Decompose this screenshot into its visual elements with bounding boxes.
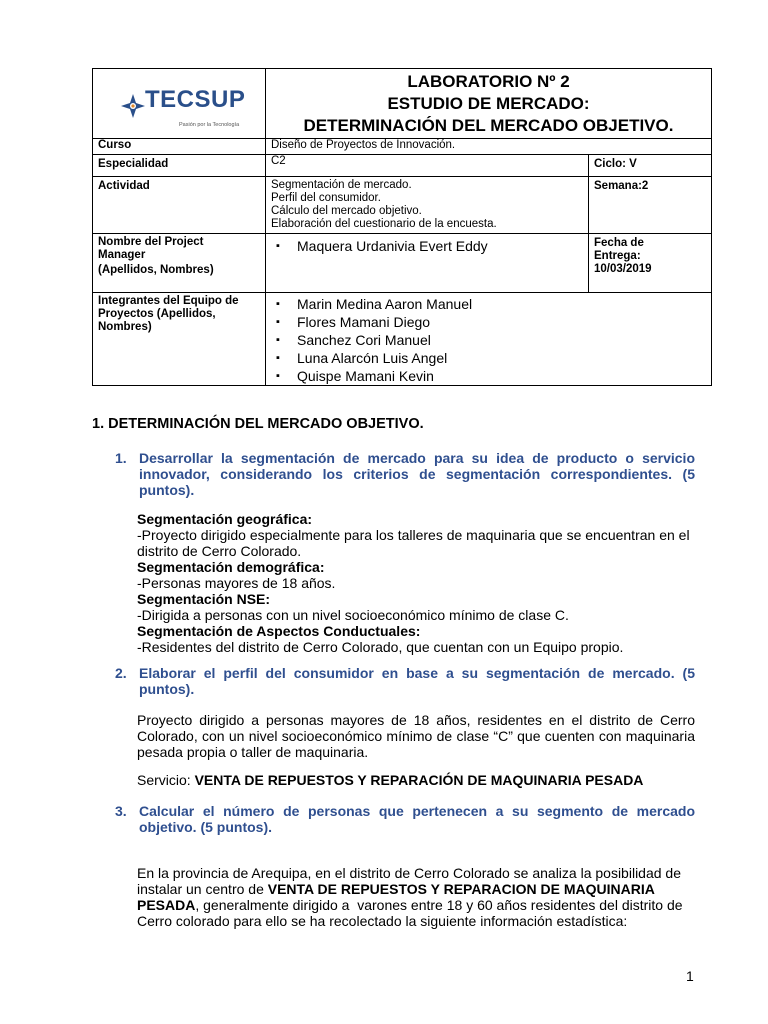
seg-nse-title: Segmentación NSE: <box>137 591 271 607</box>
semana-value: Semana:2 <box>589 177 712 234</box>
q3-paragraph <box>137 865 697 929</box>
q2-body-line: Proyecto dirigido a personas mayores de 18 años, residentes en el distrito de Cerro <box>137 712 695 728</box>
q3-text <box>139 803 695 835</box>
q1-line: Desarrollar la segmentación de mercado para su idea de producto o servicio <box>139 450 695 466</box>
q3-p-line2-b: VENTA DE REPUESTOS Y REPARACION DE MAQUINARIA <box>267 881 655 897</box>
title-cell <box>266 69 712 139</box>
q3-line: Calcular el número de personas que pertenecen a su segmento de mercado <box>139 803 695 819</box>
q2-line: Elaborar el perfil del consumidor en base a su segmentación de mercado. (5 <box>139 665 695 681</box>
pm-name: ▪ Maquera Urdanivia Evert Eddy <box>297 237 583 255</box>
seg-asp-text: -Residentes del distrito de Cerro Colorado, que cuentan con un Equipo propio. <box>137 639 624 655</box>
title-line-1: LABORATORIO Nº 2 <box>407 71 570 91</box>
seg-geo-line: distrito de Cerro Colorado. <box>137 543 302 559</box>
actividad-item: Elaboración del cuestionario de la encuesta. <box>271 218 497 230</box>
q3-p-line2-a: instalar un centro de <box>137 881 268 897</box>
title-line-2: ESTUDIO DE MERCADO: <box>387 93 590 113</box>
pm-label-line: (Apellidos, Nombres) <box>98 264 214 276</box>
team-member: ▪ Marin Medina Aaron Manuel <box>297 295 706 313</box>
actividad-item: Segmentación de mercado. <box>271 179 412 191</box>
page-number: 1 <box>686 968 694 984</box>
logo-tagline: Pasión por la Tecnología <box>179 121 240 128</box>
section-title: 1. DETERMINACIÓN DEL MERCADO OBJETIVO. <box>92 416 424 432</box>
team-label-line: Integrantes del Equipo de <box>98 295 239 307</box>
servicio-line <box>137 772 643 788</box>
logo-text: TECSUP <box>145 85 246 113</box>
q3-p-line3-b: , generalmente dirigido a varones entre 18 y 60 años residentes del distrito de <box>195 897 683 913</box>
fecha-value: 10/03/2019 <box>594 263 652 275</box>
q3-line: objetivo. (5 puntos). <box>139 819 272 835</box>
servicio-label: Servicio: <box>137 772 195 788</box>
q3-number: 3. <box>115 803 127 819</box>
fecha-cell <box>589 234 712 293</box>
curso-value: Diseño de Proyectos de Innovación. <box>266 139 712 155</box>
tecsup-star-icon <box>120 93 146 119</box>
team-label-line: Proyectos (Apellidos, <box>98 308 216 320</box>
actividad-item: Cálculo del mercado objetivo. <box>271 205 422 217</box>
q2-line: puntos). <box>139 681 195 697</box>
fecha-label-line: Entrega: <box>594 250 641 262</box>
seg-geo-line: -Proyecto dirigido especialmente para los talleres de maquinaria que se encuentran en el <box>137 527 690 543</box>
seg-dem-text: -Personas mayores de 18 años. <box>137 575 336 591</box>
title-line-3: DETERMINACIÓN DEL MERCADO OBJETIVO. <box>303 115 674 135</box>
logo-cell <box>93 69 266 139</box>
q2-number: 2. <box>115 665 127 681</box>
actividad-list <box>266 177 589 234</box>
team-member: ▪ Luna Alarcón Luis Angel <box>297 349 706 367</box>
actividad-label: Actividad <box>93 177 266 234</box>
q3-p-line3-a: PESADA <box>137 897 196 913</box>
q3-p-line: Cerro colorado para ello se ha recolectado la siguiente información estadística: <box>137 913 628 929</box>
q3-p-line-2 <box>137 881 697 897</box>
q3-p-line-3 <box>137 897 697 913</box>
team-cell <box>266 293 712 386</box>
q2-answer <box>137 712 695 760</box>
ciclo-value: Ciclo: V <box>589 155 712 177</box>
q1-line: innovador, considerando los criterios de segmentación correspondientes. (5 <box>139 466 695 482</box>
seg-nse-text: -Dirigida a personas con un nivel socioeconómico mínimo de clase C. <box>137 607 569 623</box>
seg-asp-title: Segmentación de Aspectos Conductuales: <box>137 623 421 639</box>
header-table <box>92 68 712 386</box>
especialidad-label: Especialidad <box>93 155 266 177</box>
pm-name-cell <box>266 234 589 293</box>
seg-dem-title: Segmentación demográfica: <box>137 559 325 575</box>
actividad-item: Perfil del consumidor. <box>271 192 381 204</box>
q2-body-line: pesada propia o taller de maquinaria. <box>137 744 369 760</box>
team-member: ▪ Sanchez Cori Manuel <box>297 331 706 349</box>
pm-label-line: Nombre del Project <box>98 236 204 248</box>
team-member: ▪ Quispe Mamani Kevin <box>297 367 706 385</box>
q3-p-line: En la provincia de Arequipa, en el distrito de Cerro Colorado se analiza la posibilidad de <box>137 865 681 881</box>
team-label <box>93 293 266 386</box>
q1-answer <box>137 511 697 655</box>
seg-geo-title: Segmentación geográfica: <box>137 511 313 527</box>
q2-text <box>139 665 695 697</box>
servicio-value: VENTA DE REPUESTOS Y REPARACIÓN DE MAQUINARIA PESADA <box>194 772 644 788</box>
q1-line: puntos). <box>139 482 195 498</box>
pm-label-line: Manager <box>98 249 146 261</box>
q1-text <box>139 450 695 498</box>
pm-label <box>93 234 266 293</box>
team-label-line: Nombres) <box>98 321 152 333</box>
q1-number: 1. <box>115 450 127 466</box>
curso-label: Curso <box>93 139 266 155</box>
especialidad-value: C2 <box>266 155 589 177</box>
tecsup-logo <box>98 74 260 134</box>
fecha-label-line: Fecha de <box>594 237 644 249</box>
team-member: ▪ Flores Mamani Diego <box>297 313 706 331</box>
q2-body-line: Colorado, con un nivel socioeconómico mínimo de clase “C” que cuenten con maquinaria <box>137 728 695 744</box>
